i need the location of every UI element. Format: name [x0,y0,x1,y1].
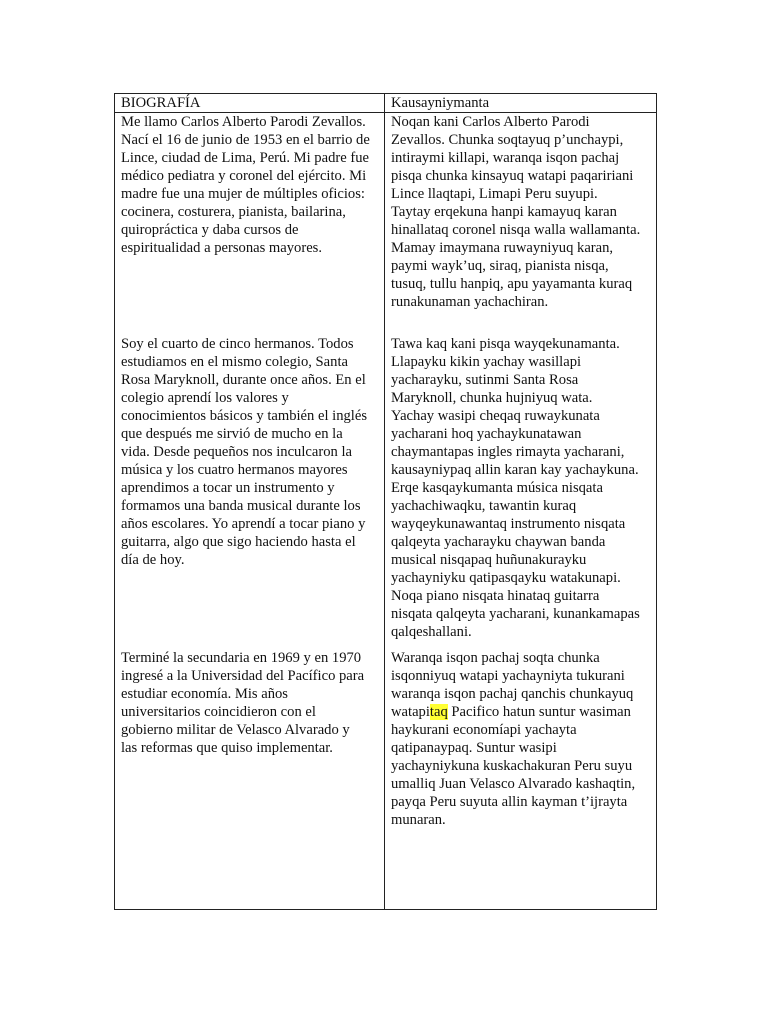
quechua-paragraph-2: Tawa kaq kani pisqa wayqekunamanta. Llapayku kikin yachay wasillapi yacharayku, sutinmi Santa Rosa Maryknoll, chunka hujniyuq wata. Yachay wasipi cheqaq ruwaykunata yacharani hoq yachaykunatawan chaymantapas ingles rimayta yacharani, kausayniypaq allin karan kay yachaykuna. Erqe kasqaykumanta música nisqata yachachiwaqku, tawantin kuraq wayqeykunawantaq instrumento nisqata qalqeyta yacharayku chaywan banda musical nisqapaq huñunakurayku yachayniyku qatipasqayku watakunapi. Noqa piano nisqata hinataq guitarra nisqata qalqeyta yacharani, kunankamapas qalqeshallani. [391,336,640,640]
q3-line-4-pre: watapi [391,704,430,720]
biography-table [114,93,657,910]
table-header-row [115,94,657,113]
q3-rest: haykurani economíapi yachayta qatipanaypaq. Suntur wasipi yachayniykuna kuskachakuran Peru suyu umalliq Juan Velasco Alvarado kashaqtin, payqa Peru suyuta allin kayman t’ijrayta munaran. [391,722,636,828]
quechua-paragraph-1: Noqan kani Carlos Alberto Parodi Zevallos. Chunka soqtayuq p’unchaypi, intiraymi killapi, waranqa isqon pachaj pisqa chunka kinsayuq watapi paqaririani Lince llaqtapi, Limapi Peru suyupi. Taytay erqekuna hanpi kamayuq karan hinallataq coronel nisqa walla wallamanta. Mamay imaymana ruwayniyuq karan, paymi wayk’uq, siraq, pianista nisqa, tusuq, tullu hanpiq, apu yayamanta kuraq runakunaman yachachiran. [391,114,641,310]
spanish-column [115,113,385,910]
q3-line-3: waranqa isqon pachaj qanchis chunkayuq [391,686,634,702]
spanish-paragraph-1: Me llamo Carlos Alberto Parodi Zevallos. Nací el 16 de junio de 1953 en el barrio de Lince, ciudad de Lima, Perú. Mi padre fue médico pediatra y coronel del ejército. Mi madre fue una mujer de múltiples oficios: cocinera, costurera, pianista, bailarina, quiropráctica y daba cursos de espiritualidad a personas mayores. [121,114,370,256]
header-spanish: BIOGRAFÍA [115,94,385,113]
q3-line-1: Waranqa isqon pachaj soqta chunka [391,650,600,666]
quechua-paragraph-3 [391,649,650,829]
q3-line-4-post: Pacifico hatun suntur wasiman [447,704,631,720]
spanish-paragraph-3: Terminé la secundaria en 1969 y en 1970 ingresé a la Universidad del Pacífico para estudiar economía. Mis años universitarios coincidieron con el gobierno militar de Velasco Alvarado y las reformas que quiso implementar. [121,650,365,756]
table-body-row [115,113,657,910]
spanish-paragraph-2: Soy el cuarto de cinco hermanos. Todos estudiamos en el mismo colegio, Santa Rosa Maryknoll, durante once años. En el colegio aprendí los valores y conocimientos básicos y también el inglés que después me sirvió de mucho en la vida. Desde pequeños nos inculcaron la música y los cuatro hermanos mayores aprendimos a tocar un instrumento y formamos una banda musical durante los años escolares. Yo aprendí a tocar piano y guitarra, algo que sigo haciendo hasta el día de hoy. [121,336,368,568]
quechua-column [385,113,657,910]
header-quechua: Kausayniymanta [385,94,657,113]
q3-line-2: isqonniyuq watapi yachayniyta tukurani [391,668,625,684]
highlighted-text: taq [429,704,448,720]
